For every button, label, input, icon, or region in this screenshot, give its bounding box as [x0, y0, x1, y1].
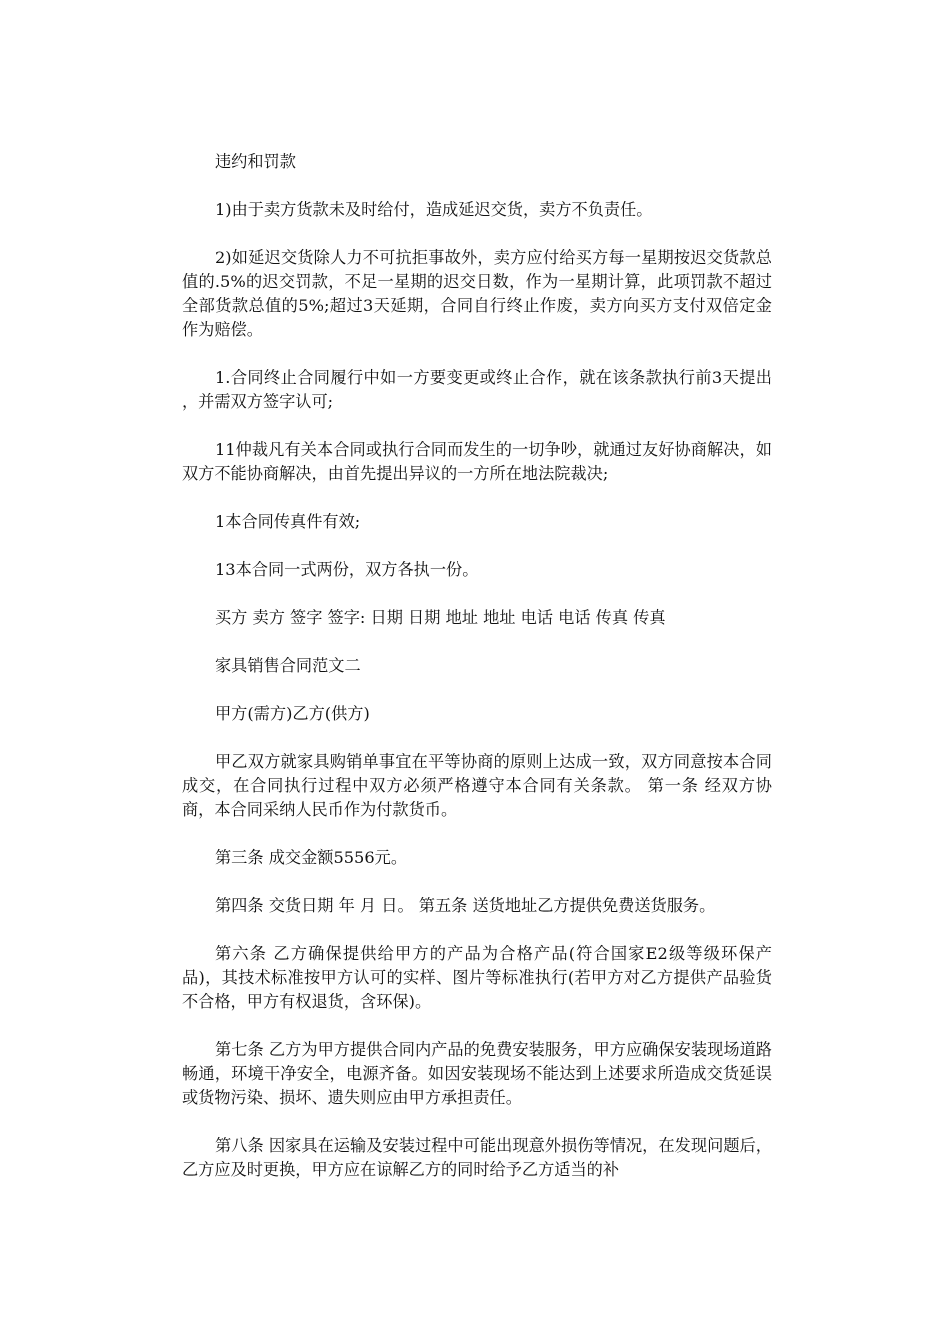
- clause-paragraph: 1.合同终止合同履行中如一方要变更或终止合作，就在该条款执行前3天提出 ，并需双方签字认可;: [182, 368, 772, 411]
- signature-fields-line: 买方 卖方 签字 签字: 日期 日期 地址 地址 电话 电话 传真 传真: [215, 608, 666, 627]
- clause-paragraph: 第八条 因家具在运输及安装过程中可能出现意外损伤等情况，在发现问题后，乙方应及时更换，甲方应在谅解乙方的同时给予乙方适当的补: [182, 1136, 772, 1179]
- section-heading-sample-two: 家具销售合同范文二: [215, 656, 361, 675]
- clause-paragraph: 1本合同传真件有效;: [215, 512, 361, 531]
- clause-paragraph: 1)由于卖方货款未及时给付，造成延迟交货，卖方不负责任。: [215, 200, 653, 219]
- clause-paragraph: 甲乙双方就家具购销单事宜在平等协商的原则上达成一致，双方同意按本合同成交，在合同执行过程中双方必须严格遵守本合同有关条款。 第一条 经双方协商，本合同采纳人民币作为付款货币。: [182, 752, 772, 819]
- clause-paragraph: 13本合同一式两份，双方各执一份。: [215, 560, 479, 579]
- clause-paragraph: 第四条 交货日期 年 月 日。 第五条 送货地址乙方提供免费送货服务。: [215, 896, 716, 915]
- document-body: [182, 150, 772, 1206]
- clause-paragraph: 11仲裁凡有关本合同或执行合同而发生的一切争吵，就通过友好协商解决，如双方不能协商解决，由首先提出异议的一方所在地法院裁决;: [182, 440, 772, 483]
- clause-paragraph: 2)如延迟交货除人力不可抗拒事故外，卖方应付给买方每一星期按迟交货款总值的.5%的迟交罚款，不足一星期的迟交日数，作为一星期计算，此项罚款不超过全部货款总值的5%;超过3天延期，合同自行终止作废，卖方向买方支付双倍定金作为赔偿。: [182, 248, 772, 339]
- section-heading-breach-penalty: 违约和罚款: [215, 152, 296, 171]
- clause-paragraph: 第三条 成交金额5556元。: [215, 848, 408, 867]
- clause-paragraph: 第七条 乙方为甲方提供合同内产品的免费安装服务，甲方应确保安装现场道路畅通，环境干净安全，电源齐备。如因安装现场不能达到上述要求所造成交货延误或货物污染、损坏、遗失则应由甲方承担责任。: [182, 1040, 772, 1107]
- clause-paragraph: 第六条 乙方确保提供给甲方的产品为合格产品(符合国家E2级等级环保产品)，其技术标准按甲方认可的实样、图片等标准执行(若甲方对乙方提供产品验货不合格，甲方有权退货，含环保)。: [182, 944, 772, 1011]
- parties-line: 甲方(需方)乙方(供方): [215, 704, 370, 723]
